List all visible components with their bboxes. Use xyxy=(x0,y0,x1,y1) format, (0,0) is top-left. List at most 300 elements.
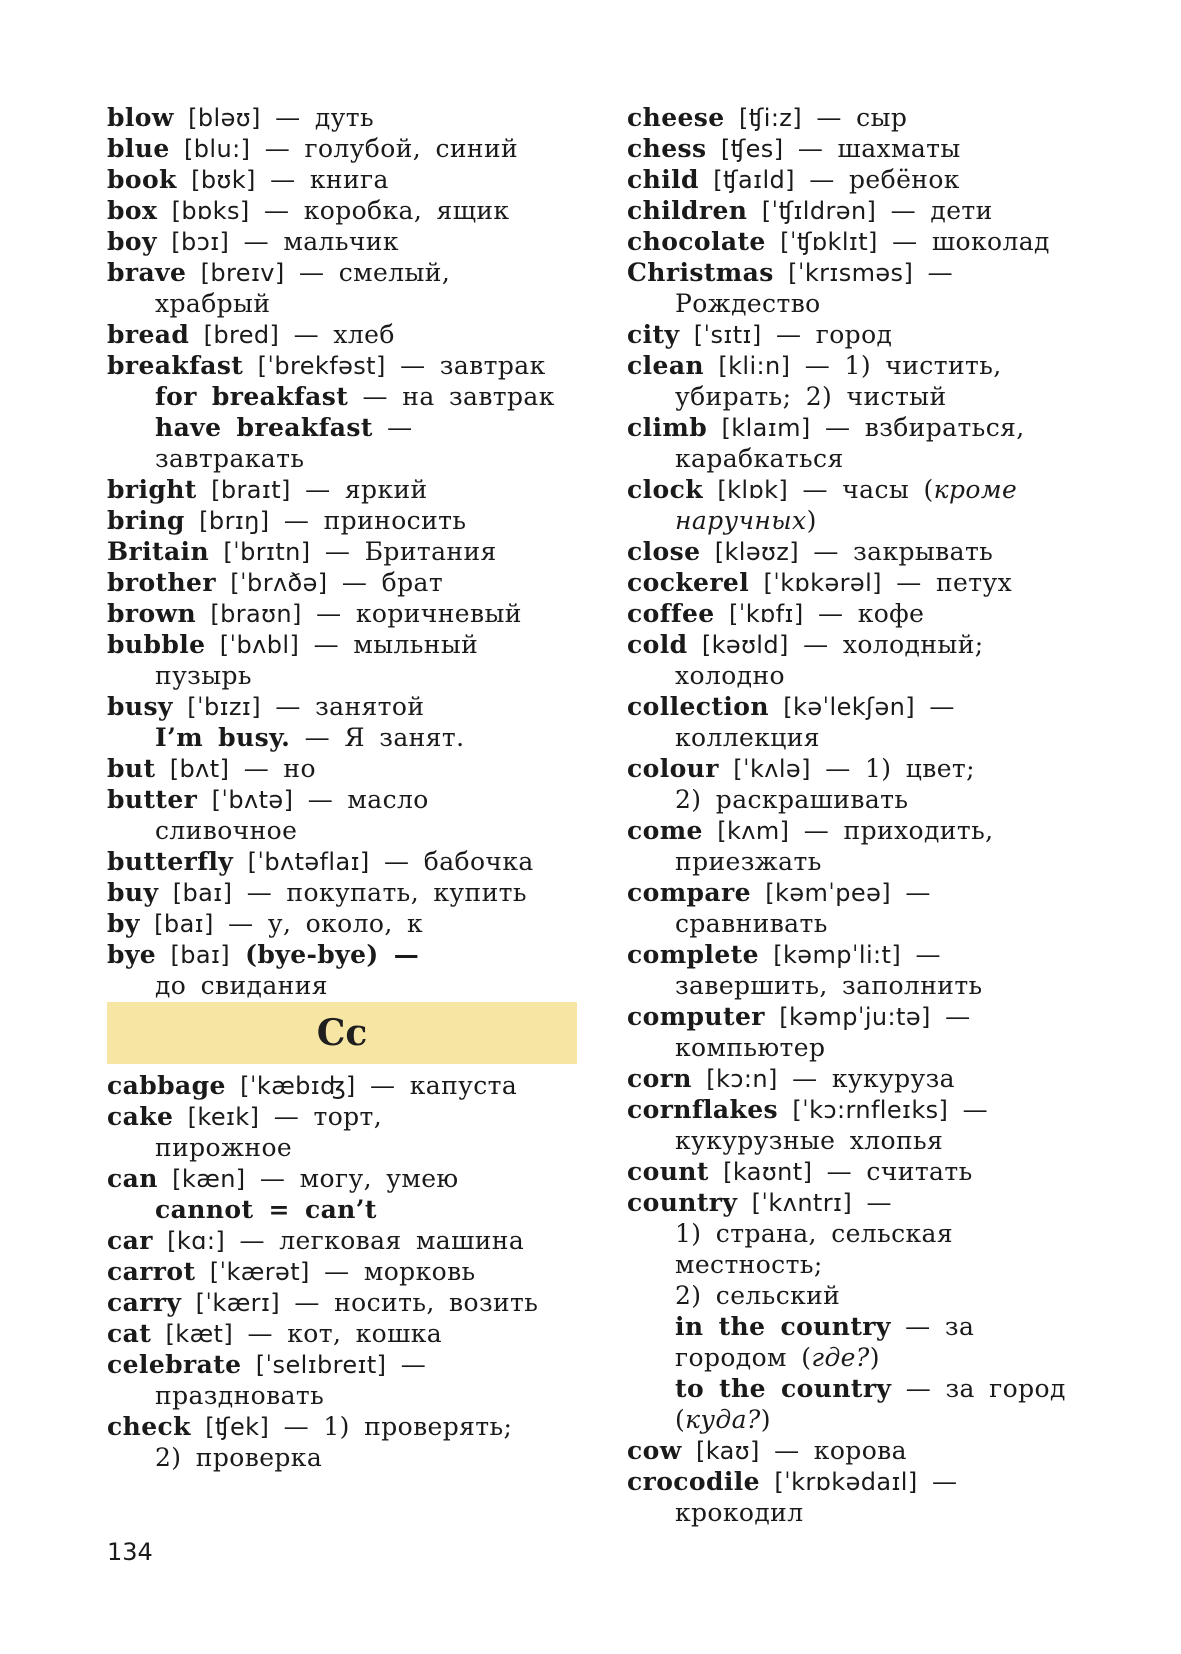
headword: brother xyxy=(107,568,216,597)
headword: children xyxy=(627,196,748,225)
headword: coffee xyxy=(627,599,715,628)
transcription: [klɒk] xyxy=(717,476,789,504)
headword: carrot xyxy=(107,1257,196,1286)
transcription: [ˈkærɪ] xyxy=(195,1289,281,1317)
dictionary-entry xyxy=(107,908,577,939)
translation: — но xyxy=(229,754,316,783)
dictionary-entry xyxy=(627,164,1097,195)
dictionary-entry xyxy=(627,536,1097,567)
headword: child xyxy=(627,165,699,194)
translation: — закрывать xyxy=(799,537,994,566)
dictionary-entry xyxy=(107,1349,577,1380)
transcription: [baɪ] xyxy=(172,879,233,907)
left-column xyxy=(107,102,577,1473)
translation: — торт, xyxy=(259,1102,383,1131)
headword: come xyxy=(627,816,703,845)
translation: — взбираться, xyxy=(810,413,1025,442)
transcription: [bʌt] xyxy=(169,755,230,783)
dictionary-entry xyxy=(627,1187,1097,1218)
dictionary-entry xyxy=(107,195,577,226)
continuation-line xyxy=(627,1249,1097,1280)
dictionary-entry xyxy=(107,1256,577,1287)
dictionary-entry xyxy=(107,629,577,660)
dictionary-entry xyxy=(107,319,577,350)
transcription: [ˈkæbɪʤ] xyxy=(240,1072,356,1100)
transcription: [ˈbʌtə] xyxy=(211,786,294,814)
translation: праздновать xyxy=(155,1381,325,1410)
translation: — мальчик xyxy=(229,227,399,256)
continuation-line xyxy=(627,1280,1097,1311)
headword: cabbage xyxy=(107,1071,226,1100)
dictionary-entry xyxy=(107,939,577,970)
dictionary-entry xyxy=(107,1070,577,1101)
continuation-line xyxy=(107,970,577,1001)
transcription: [ˈʧɪldrən] xyxy=(761,197,877,225)
transcription: [ˈbɪzɪ] xyxy=(187,693,262,721)
dictionary-entry xyxy=(107,226,577,257)
continuation-line xyxy=(627,784,1097,815)
transcription: [ˈselɪbreɪt] xyxy=(255,1351,387,1379)
transcription: [ʧaɪld] xyxy=(713,166,795,194)
transcription: [ˈsɪtɪ] xyxy=(693,321,762,349)
headword: brave xyxy=(107,258,187,287)
continuation-line xyxy=(627,970,1097,1001)
translation-note: куда? xyxy=(685,1405,761,1434)
transcription: [keɪk] xyxy=(187,1103,260,1131)
transcription: [kaʊnt] xyxy=(723,1158,813,1186)
headword: cornflakes xyxy=(627,1095,778,1124)
transcription: [kʌm] xyxy=(717,817,790,845)
headword: compare xyxy=(627,878,751,907)
translation: — завтрак xyxy=(385,351,546,380)
headword: clean xyxy=(627,351,704,380)
headword: buy xyxy=(107,878,159,907)
dictionary-entry xyxy=(627,598,1097,629)
translation: — 1) чистить, xyxy=(790,351,1002,380)
dictionary-entry xyxy=(627,691,1097,722)
continuation-line xyxy=(107,815,577,846)
translation-note: кроме xyxy=(933,475,1018,504)
translation: — на завтрак xyxy=(348,382,555,411)
translation: — за xyxy=(890,1312,975,1341)
dictionary-entry xyxy=(627,102,1097,133)
translation: 2) сельский xyxy=(675,1281,841,1310)
dictionary-entry xyxy=(107,1225,577,1256)
translation: — морковь xyxy=(309,1257,476,1286)
translation: — хлеб xyxy=(279,320,395,349)
headword: Britain xyxy=(107,537,210,566)
translation: убирать; 2) чистый xyxy=(675,382,947,411)
headword: book xyxy=(107,165,177,194)
translation: — холодный; xyxy=(788,630,984,659)
headword: computer xyxy=(627,1002,765,1031)
translation-note: где? xyxy=(811,1343,870,1372)
transcription: [bred] xyxy=(203,321,280,349)
headword: bye xyxy=(107,940,157,969)
transcription: [kli:n] xyxy=(718,352,791,380)
transcription: [ˈbrɪtn] xyxy=(223,538,311,566)
dictionary-entry xyxy=(627,1156,1097,1187)
transcription: [ˈkʌntrɪ] xyxy=(751,1189,853,1217)
translation: — смелый, xyxy=(284,258,451,287)
headword: colour xyxy=(627,754,719,783)
headword: bright xyxy=(107,475,197,504)
headword: breakfast xyxy=(107,351,244,380)
continuation-line xyxy=(627,1404,1097,1435)
right-column xyxy=(627,102,1097,1528)
transcription: [ˈkɒkərəl] xyxy=(763,569,882,597)
headword: car xyxy=(107,1226,153,1255)
entries-c-continued xyxy=(627,102,1097,1528)
dictionary-entry xyxy=(107,1101,577,1132)
translation: ( xyxy=(675,1405,686,1434)
translation: — сыр xyxy=(802,103,908,132)
transcription: [bɔɪ] xyxy=(171,228,230,256)
translation: — легковая машина xyxy=(225,1226,525,1255)
transcription: [ˈkɔ:rnfleɪks] xyxy=(792,1096,949,1124)
dictionary-entry xyxy=(627,133,1097,164)
translation: — корова xyxy=(759,1436,907,1465)
headword: bring xyxy=(107,506,185,535)
headword: butter xyxy=(107,785,198,814)
translation: — голубой, синий xyxy=(250,134,519,163)
translation: — xyxy=(930,1002,971,1031)
headword: cow xyxy=(627,1436,682,1465)
entries-b xyxy=(107,102,577,1001)
phrase-line xyxy=(107,722,577,753)
phrase-line xyxy=(627,1373,1097,1404)
translation: (bye-bye) — xyxy=(230,940,420,969)
continuation-line xyxy=(627,443,1097,474)
translation: храбрый xyxy=(155,289,271,318)
translation: 2) проверка xyxy=(155,1443,323,1472)
headword: blue xyxy=(107,134,170,163)
transcription: [bləʊ] xyxy=(188,104,261,132)
translation: — занятой xyxy=(261,692,425,721)
continuation-line xyxy=(627,722,1097,753)
continuation-line xyxy=(107,1380,577,1411)
continuation-line xyxy=(627,288,1097,319)
headword: celebrate xyxy=(107,1350,242,1379)
dictionary-entry xyxy=(627,474,1097,505)
translation: — считать xyxy=(812,1157,973,1186)
dictionary-entry xyxy=(107,257,577,288)
translation: ) xyxy=(869,1343,880,1372)
headword: close xyxy=(627,537,701,566)
section-letter: Cc xyxy=(316,1012,368,1054)
transcription: [kəmˈpeə] xyxy=(765,879,891,907)
translation: — xyxy=(913,258,953,287)
headword: busy xyxy=(107,692,173,721)
headword: cockerel xyxy=(627,568,750,597)
dictionary-entry xyxy=(107,350,577,381)
dictionary-entry xyxy=(107,102,577,133)
continuation-line xyxy=(107,443,577,474)
dictionary-entry xyxy=(107,133,577,164)
headword: box xyxy=(107,196,158,225)
transcription: [ˈbrʌðə] xyxy=(230,569,328,597)
headword: city xyxy=(627,320,680,349)
translation: пирожное xyxy=(155,1133,293,1162)
translation: — дуть xyxy=(260,103,375,132)
dictionary-entry xyxy=(107,1287,577,1318)
dictionary-entry xyxy=(107,474,577,505)
translation: — xyxy=(901,940,941,969)
transcription: [kəʊld] xyxy=(701,631,789,659)
headword: chocolate xyxy=(627,227,766,256)
phrase: cannot = can’t xyxy=(155,1195,377,1224)
continuation-line xyxy=(107,1442,577,1473)
translation: — xyxy=(891,878,931,907)
headword: carry xyxy=(107,1288,182,1317)
translation: — кукуруза xyxy=(777,1064,955,1093)
translation: — 1) проверять; xyxy=(269,1412,513,1441)
dictionary-entry xyxy=(627,567,1097,598)
headword: cake xyxy=(107,1102,174,1131)
transcription: [kəˈlekʃən] xyxy=(783,693,916,721)
translation: — Британия xyxy=(310,537,497,566)
transcription: [ʧi:z] xyxy=(738,104,803,132)
translation: — xyxy=(372,413,413,442)
continuation-line xyxy=(627,1218,1097,1249)
translation: завершить, заполнить xyxy=(675,971,983,1000)
translation: — 1) цвет; xyxy=(810,754,975,783)
translation: крокодил xyxy=(675,1498,804,1527)
dictionary-entry xyxy=(627,319,1097,350)
translation: — шоколад xyxy=(877,227,1050,256)
translation: — кофе xyxy=(803,599,925,628)
continuation-line xyxy=(627,660,1097,691)
headword: cat xyxy=(107,1319,152,1348)
transcription: [ˈkɒfɪ] xyxy=(728,600,804,628)
transcription: [kəmpˈli:t] xyxy=(773,941,902,969)
dictionary-entry xyxy=(627,815,1097,846)
continuation-line xyxy=(107,1132,577,1163)
transcription: [klaɪm] xyxy=(721,414,811,442)
translation: — ребёнок xyxy=(794,165,960,194)
transcription: [brɪŋ] xyxy=(199,507,270,535)
headword: chess xyxy=(627,134,707,163)
translation: — коробка, ящик xyxy=(249,196,510,225)
section-header xyxy=(107,1002,577,1064)
transcription: [breɪv] xyxy=(200,259,285,287)
translation: — xyxy=(915,692,955,721)
continuation-line xyxy=(627,1125,1097,1156)
translation: приезжать xyxy=(675,847,822,876)
translation: карабкаться xyxy=(675,444,844,473)
dictionary-entry xyxy=(107,505,577,536)
dictionary-entry xyxy=(627,350,1097,381)
translation: кукурузные хлопья xyxy=(675,1126,944,1155)
translation: городом ( xyxy=(675,1343,812,1372)
continuation-line xyxy=(627,1497,1097,1528)
dictionary-entry xyxy=(107,1411,577,1442)
phrase-line xyxy=(107,412,577,443)
translation: — книга xyxy=(255,165,389,194)
translation: — могу, умею xyxy=(245,1164,459,1193)
headword: clock xyxy=(627,475,703,504)
phrase-line xyxy=(107,1194,577,1225)
dictionary-entry xyxy=(627,195,1097,226)
translation: — Я занят. xyxy=(290,723,465,752)
transcription: [kæt] xyxy=(165,1320,234,1348)
headword: Christmas xyxy=(627,258,774,287)
dictionary-entry xyxy=(107,598,577,629)
continuation-line xyxy=(627,846,1097,877)
dictionary-entry xyxy=(627,877,1097,908)
dictionary-entry xyxy=(627,412,1097,443)
entries-c xyxy=(107,1070,577,1473)
translation: — капуста xyxy=(355,1071,518,1100)
translation: — брат xyxy=(327,568,444,597)
translation: — у, около, к xyxy=(213,909,424,938)
translation: — яркий xyxy=(290,475,428,504)
dictionary-entry xyxy=(627,629,1097,660)
translation: — xyxy=(852,1188,892,1217)
transcription: [braɪt] xyxy=(211,476,291,504)
headword: can xyxy=(107,1164,158,1193)
headword: count xyxy=(627,1157,709,1186)
headword: check xyxy=(107,1412,191,1441)
translation-note: наручных xyxy=(675,506,807,535)
dictionary-entry xyxy=(627,753,1097,784)
transcription: [baɪ] xyxy=(170,941,231,969)
page-number: 134 xyxy=(107,1538,153,1566)
translation: — xyxy=(917,1467,958,1496)
translation: — кот, кошка xyxy=(233,1319,443,1348)
translation: сливочное xyxy=(155,816,298,845)
dictionary-entry xyxy=(627,226,1097,257)
dictionary-entry xyxy=(627,1094,1097,1125)
dictionary-entry xyxy=(107,536,577,567)
dictionary-entry xyxy=(107,164,577,195)
translation: 2) раскрашивать xyxy=(675,785,909,814)
translation: ) xyxy=(760,1405,771,1434)
transcription: [kæn] xyxy=(172,1165,246,1193)
headword: collection xyxy=(627,692,769,721)
translation: ) xyxy=(806,506,817,535)
dictionary-entry xyxy=(107,753,577,784)
transcription: [ʧes] xyxy=(720,135,784,163)
translation: — носить, возить xyxy=(280,1288,539,1317)
transcription: [ˈʧɒklɪt] xyxy=(780,228,878,256)
dictionary-entry xyxy=(107,1163,577,1194)
transcription: [bʊk] xyxy=(191,166,256,194)
headword: but xyxy=(107,754,156,783)
translation: коллекция xyxy=(675,723,820,752)
continuation-line xyxy=(627,1342,1097,1373)
translation: — за город xyxy=(891,1374,1066,1403)
headword: country xyxy=(627,1188,738,1217)
headword: cheese xyxy=(627,103,725,132)
translation: — дети xyxy=(876,196,993,225)
headword: cold xyxy=(627,630,688,659)
phrase: have breakfast xyxy=(155,413,373,442)
headword: corn xyxy=(627,1064,692,1093)
transcription: [kɔ:n] xyxy=(706,1065,778,1093)
translation: завтракать xyxy=(155,444,305,473)
dictionary-entry xyxy=(107,877,577,908)
continuation-line xyxy=(107,288,577,319)
headword: bread xyxy=(107,320,190,349)
translation: — петух xyxy=(881,568,1013,597)
translation: до свидания xyxy=(155,971,328,1000)
translation: — приходить, xyxy=(789,816,994,845)
headword: bubble xyxy=(107,630,206,659)
headword: boy xyxy=(107,227,157,256)
dictionary-entry xyxy=(107,784,577,815)
translation: — часы ( xyxy=(788,475,934,504)
translation: — коричневый xyxy=(301,599,522,628)
translation: — xyxy=(386,1350,427,1379)
phrase: I’m busy. xyxy=(155,723,291,752)
translation: 1) страна, сельская xyxy=(675,1219,953,1248)
headword: blow xyxy=(107,103,174,132)
dictionary-entry xyxy=(627,1466,1097,1497)
phrase: to the country xyxy=(675,1374,892,1403)
translation: — покупать, купить xyxy=(232,878,527,907)
dictionary-entry xyxy=(107,1318,577,1349)
transcription: [kləʊz] xyxy=(714,538,800,566)
transcription: [bɒks] xyxy=(171,197,250,225)
phrase-line xyxy=(107,381,577,412)
translation: пузырь xyxy=(155,661,252,690)
phrase: for breakfast xyxy=(155,382,349,411)
transcription: [ˈbʌtəflaɪ] xyxy=(247,848,370,876)
headword: climb xyxy=(627,413,708,442)
headword: by xyxy=(107,909,140,938)
translation: местность; xyxy=(675,1250,823,1279)
dictionary-entry xyxy=(627,939,1097,970)
continuation-line xyxy=(627,908,1097,939)
translation: — xyxy=(948,1095,989,1124)
continuation-line xyxy=(627,1032,1097,1063)
transcription: [ˈkrɒkədaɪl] xyxy=(774,1468,918,1496)
translation: — мыльный xyxy=(299,630,479,659)
transcription: [baɪ] xyxy=(154,910,214,938)
transcription: [kaʊ] xyxy=(695,1437,760,1465)
transcription: [kəmpˈju:tə] xyxy=(779,1003,931,1031)
transcription: [ˈbʌbl] xyxy=(219,631,300,659)
transcription: [ˈkʌlə] xyxy=(733,755,811,783)
translation: — бабочка xyxy=(369,847,534,876)
dictionary-entry xyxy=(107,567,577,598)
translation: — шахматы xyxy=(783,134,961,163)
dictionary-entry xyxy=(627,1435,1097,1466)
translation: — город xyxy=(761,320,893,349)
continuation-line xyxy=(627,505,1097,536)
translation: — приносить xyxy=(269,506,467,535)
continuation-line xyxy=(107,660,577,691)
translation: холодно xyxy=(675,661,785,690)
headword: brown xyxy=(107,599,197,628)
dictionary-entry xyxy=(107,846,577,877)
transcription: [ˈkærət] xyxy=(209,1258,310,1286)
transcription: [kɑ:] xyxy=(167,1227,226,1255)
dictionary-entry xyxy=(627,1001,1097,1032)
headword: complete xyxy=(627,940,759,969)
translation: сравнивать xyxy=(675,909,828,938)
transcription: [ˈkrɪsməs] xyxy=(788,259,914,287)
translation: — масло xyxy=(293,785,429,814)
continuation-line xyxy=(627,381,1097,412)
transcription: [braʊn] xyxy=(210,600,302,628)
translation: компьютер xyxy=(675,1033,826,1062)
headword: butterfly xyxy=(107,847,234,876)
dictionary-entry xyxy=(627,1063,1097,1094)
transcription: [blu:] xyxy=(184,135,251,163)
phrase-line xyxy=(627,1311,1097,1342)
